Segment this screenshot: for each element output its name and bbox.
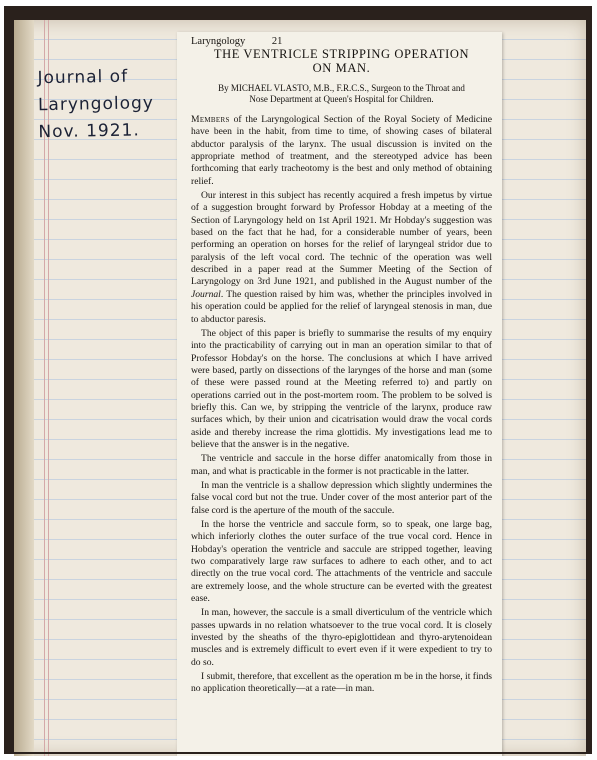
paragraph-2-text-b: . The question raised by him was, whether the principles involved in his operation could be applied for the relief of laryngeal stenosis in man, due to abductor paresis.: [191, 288, 492, 325]
article-clipping: [177, 32, 502, 756]
handwritten-line-date: Nov. 1921.: [38, 120, 140, 143]
paragraph-2-journal: Journal: [191, 288, 221, 300]
handwritten-source-note: [37, 63, 178, 146]
running-head-label: Laryngology: [191, 36, 246, 47]
article-title-line2: ON MAN.: [312, 61, 371, 75]
paragraph-6: In the horse the ventricle and saccule form, so to speak, one large bag, which inferiorly clothes the outer surface of the true vocal cord. Hence in Hobday's operation the ventricle and saccule are stripped together, leaving two comparatively large raw surfaces to adhere to each other, and to act directly on the true vocal cord. The attachments of the ventricle and saccule are extremely loose, and the whole structure can be everted with the greatest ease.: [191, 519, 492, 605]
running-head: [191, 36, 492, 47]
byline-line1: By MICHAEL VLASTO, M.B., F.R.C.S., Surgeon to the Throat and: [218, 83, 465, 93]
paragraph-7: In man, however, the saccule is a small diverticulum of the ventricle which passes upwards in no relation whatsoever to the true vocal cord. It is closely invested by the sheaths of the thyro-epiglottidean and thyro-arytenoidean muscles and is extremely difficult to evert even if it were expedient to try to do so.: [191, 607, 492, 668]
paragraph-4: The ventricle and saccule in the horse differ anatomically from those in man, and what is practicable in the former is not practicable in the latter.: [191, 453, 492, 477]
paragraph-2: [191, 190, 492, 326]
paragraph-1-text: of the Laryngological Section of the Royal Society of Medicine have been in the habit, from time to time, of showing cases of bilateral abductor paralysis of the larynx. The usual discussion is invited on the appropriate method of treatment, and the stereotyped advice has been forthcoming that early tracheotomy is the best and only method of obtaining relief.: [191, 114, 492, 187]
scrapbook-cover: [4, 6, 592, 754]
paragraph-1-lead: Members: [191, 114, 230, 125]
page-number: 21: [271, 36, 283, 47]
paragraph-8: I submit, therefore, that excellent as the operation m be in the horse, it finds no application theoretically—at a rate—in man.: [191, 671, 492, 695]
paragraph-1: [191, 114, 492, 188]
byline-line2: Nose Department at Queen's Hospital for Children.: [249, 94, 434, 104]
article-title-line1: THE VENTRICLE STRIPPING OPERATION: [213, 47, 470, 61]
page-binding-edge: [14, 20, 34, 756]
article-byline: [191, 83, 492, 105]
article-body: [191, 114, 492, 696]
paragraph-3: The object of this paper is briefly to summarise the results of my enquiry into the practicability of carrying out in man an operation similar to that of Professor Hobday's on the horse. The conclusions at which I have arrived were based, partly on dissections of the larynges of the horse and man (some of these were passed round at the Meeting referred to) and partly on operations carried out in the post-mortem room. The problem to be solved is briefly this. Can we, by stripping the ventricle of the larynx, produce raw surfaces which, by their union and cicatrisation would draw the vocal cords aside and thereby increase the rima glottidis. My investigations lead me to believe that the answer is in the negative.: [191, 327, 492, 450]
article-title: [191, 47, 492, 75]
scrapbook-page: [14, 20, 586, 756]
paragraph-5: In man the ventricle is a shallow depression which slightly undermines the false vocal cord but not the true. Under cover of the most anterior part of the false cord is the aperture of the mouth of the saccule.: [191, 479, 492, 516]
handwritten-line-journal: Journal of: [37, 66, 129, 89]
handwritten-line-laryngology: Laryngology: [37, 93, 155, 116]
paragraph-2-text-a: Our interest in this subject has recently acquired a fresh impetus by virtue of a suggestion brought forward by Professor Hobday at a meeting of the Section of Laryngology held on 1st April 1921. Mr Hobday's suggestion was based on the fact that he had, for a considerable number of years, been performing an operation on horses for the relief of laryngeal stridor due to paralysis of the left vocal cord. The technic of the operation was well described in a paper read at the Summer Meeting of the Section of Laryngology on 3rd June 1921, and published in the August number of the: [191, 190, 492, 288]
